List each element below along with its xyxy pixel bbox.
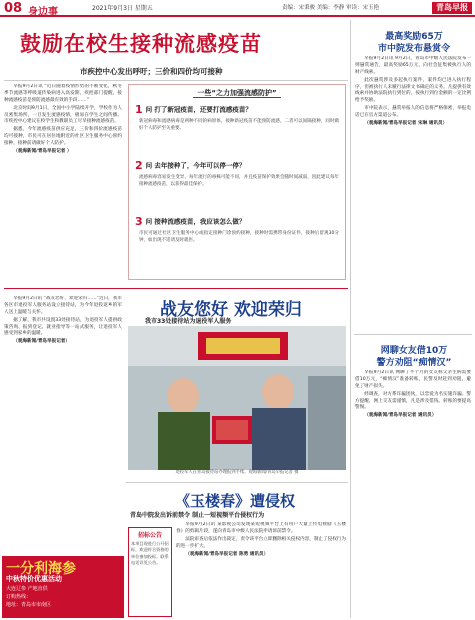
notice-body: 本项目现进行公开招标，欢迎符合资格的单位参加投标。联系电话详见公告。 bbox=[131, 541, 169, 565]
paragraph: 早报9月2日讯 “战友您好，欢迎荣归……”近日，我市各区市退役军人服务站设立接待站，为今年退役返乡的军人送上温暖与关怀。 bbox=[4, 296, 122, 315]
news-photo bbox=[128, 326, 346, 470]
qa-answer: 新冠病毒和流感病毒是两种不同的病原体，接种新冠疫苗不能预防流感，二者可以间隔接种，同时做好个人防护至关重要。 bbox=[139, 119, 339, 131]
right-top-article-body bbox=[355, 56, 471, 324]
qa-box bbox=[128, 84, 346, 280]
byline: （观海新闻/青岛早报记者 陈勇 通讯员） bbox=[185, 551, 269, 557]
ad-price: 中秋特价优惠活动 bbox=[6, 575, 62, 583]
paragraph: 早报9月2日讯 某影视公司发现某短视频平台上有用户大量上传电视剧《玉楼春》的剪辑片段，遂向青岛市中级人民法院申请诉前禁令。 bbox=[176, 522, 346, 534]
paragraph: 法院审查后依法作出裁定，责令该平台立即删除相关侵权内容，制止了侵权行为的进一步扩大。 bbox=[176, 536, 346, 549]
ad-title: 一分利海参 bbox=[6, 561, 76, 577]
bottom-subheadline: 青岛中院发出诉前禁令 制止一短视频平台侵权行为 bbox=[130, 512, 265, 519]
bottom-headline: 《玉楼春》遭侵权 bbox=[175, 492, 296, 510]
issue-date: 2021年9月3日 星期五 bbox=[92, 5, 153, 12]
middle-subheadline: 我市33处接待站为退役军人服务 bbox=[145, 318, 232, 325]
middle-article-body bbox=[4, 296, 122, 474]
byline: （观海新闻/青岛早报记者） bbox=[13, 339, 70, 345]
paragraph: 据了解，我市共设置33处接待站，为退役军人提供政策咨询、报到登记、就业指导等一站式服务，让退役军人感受到家乡的温暖。 bbox=[4, 317, 122, 337]
paragraph: 经调查，对方系诈骗团伙，以恋爱为名实施诈骗。警方提醒，网上交友需谨慎，凡是涉及借钱、转账的要提高警惕。 bbox=[355, 391, 471, 411]
paragraph: 据悉，今年流感疫苗供应充足，三价和四价流感疫苗均可接种，市民可在居住地附近的社区卫生服务中心预约接种，接种前请做好个人防护。 bbox=[4, 127, 122, 147]
ad-line: 订购热线： bbox=[6, 594, 32, 600]
paragraph: 北京时间9月1日，全国中小学陆续开学，学校作为人员密集场所，一旦发生流感疫情，极易在学生之间传播。市疾控中心建议在校学生和教职员工尽早接种流感疫苗。 bbox=[4, 105, 122, 125]
photo-caption: 退役军人在青岛接待站办理报到手续。观海新闻/青岛早报记者 摄 bbox=[175, 470, 299, 475]
byline: （观海新闻/青岛早报记者 宋琳 通讯员） bbox=[364, 121, 448, 127]
qa-answer: 流感病毒容易发生变异，每年流行的毒株可能不同，并且疫苗保护效果会随时间减弱，因此建议每年接种流感疫苗，以获得最佳保护。 bbox=[139, 175, 339, 187]
divider bbox=[4, 288, 348, 289]
editor-credits: 责编：宋秉骏 美编：李静 审读：宋玉艳 bbox=[282, 5, 379, 11]
section-name: 身边事 bbox=[28, 7, 58, 18]
paragraph: 此次悬赏涉及多起执行案件，案件均已进入执行程序，但被执行人未履行法律文书确定的义务。凡提供有效线索并协助法院执行到位的，按执行到位金额的一定比例给予奖励。 bbox=[355, 77, 471, 104]
qa-question: 3 问 接种流感疫苗，我应该怎么做？ bbox=[135, 215, 246, 228]
main-article-body bbox=[4, 84, 122, 280]
bottom-article-body bbox=[176, 522, 346, 616]
qa-question: 2 问 去年接种了，今年可以停一停？ bbox=[135, 159, 246, 172]
qa-question: 1 问 打了新冠疫苗，还要打流感疫苗？ bbox=[135, 103, 252, 116]
byline: （观海新闻/青岛早报记者 ） bbox=[13, 149, 72, 155]
paragraph: 早报9月2日讯 9月2日，青岛市中级人民法院发布一则悬赏通告，最高奖励65万元，向社会征集被执行人的财产线索。 bbox=[355, 56, 471, 75]
byline: （观海新闻/青岛早报记者 通讯员） bbox=[364, 413, 437, 419]
right-mid-headline-line2: 警方劝阻“痴情汉” bbox=[376, 358, 452, 368]
paragraph: 早报9月2日讯 “近日随着疫情形势的不断变化，秋冬季节流感等呼吸道传染病进入高发期，疾控部门提醒，接种流感疫苗是预防流感最有效的手段……” bbox=[4, 84, 122, 103]
right-headline-line1: 最高奖励65万 bbox=[385, 32, 443, 42]
advertisement bbox=[2, 556, 124, 618]
main-subheadline: 市疾控中心发出呼吁；三价和四价均可接种 bbox=[80, 67, 223, 76]
divider bbox=[4, 80, 348, 81]
page-number: 08 bbox=[4, 1, 23, 16]
photo-illustration bbox=[128, 326, 346, 470]
paragraph: 早报9月2日讯 网聊了半个月的女友称父亲生病需要借10万元，“痴情汉”准备转账，民警及时赶到劝阻，避免了财产损失。 bbox=[355, 370, 471, 389]
main-headline: 鼓励在校生接种流感疫苗 bbox=[20, 32, 262, 56]
qa-header: 一些“之力加强流感防护” bbox=[129, 88, 345, 98]
notice-title: 招标公告 bbox=[137, 532, 162, 539]
column-divider bbox=[350, 20, 351, 618]
qa-answer: 市民可通过社区卫生服务中心或指定接种门诊预约接种，接种时需携带身份证件，接种后留观30分钟，如出现不适请及时就医。 bbox=[139, 231, 339, 243]
divider bbox=[126, 482, 348, 483]
brand-logo: 青岛早报 bbox=[432, 2, 472, 14]
middle-headline: 战友您好 欢迎荣归 bbox=[160, 300, 302, 320]
ad-line: 地址：青岛市市南区 bbox=[6, 602, 52, 608]
notice-box bbox=[128, 527, 172, 617]
right-mid-article-body bbox=[355, 370, 471, 616]
right-mid-headline-line1: 网聊女友借10万 bbox=[380, 346, 448, 356]
divider bbox=[354, 334, 472, 335]
page-header bbox=[0, 0, 475, 17]
ad-line: 大连辽参 产地直供 bbox=[6, 586, 48, 592]
right-headline-line2: 市中院发布悬赏令 bbox=[377, 44, 450, 54]
paragraph: 市中院表示，悬赏举报人的信息将严格保密，举报电话已在官方渠道公布。 bbox=[355, 106, 471, 119]
